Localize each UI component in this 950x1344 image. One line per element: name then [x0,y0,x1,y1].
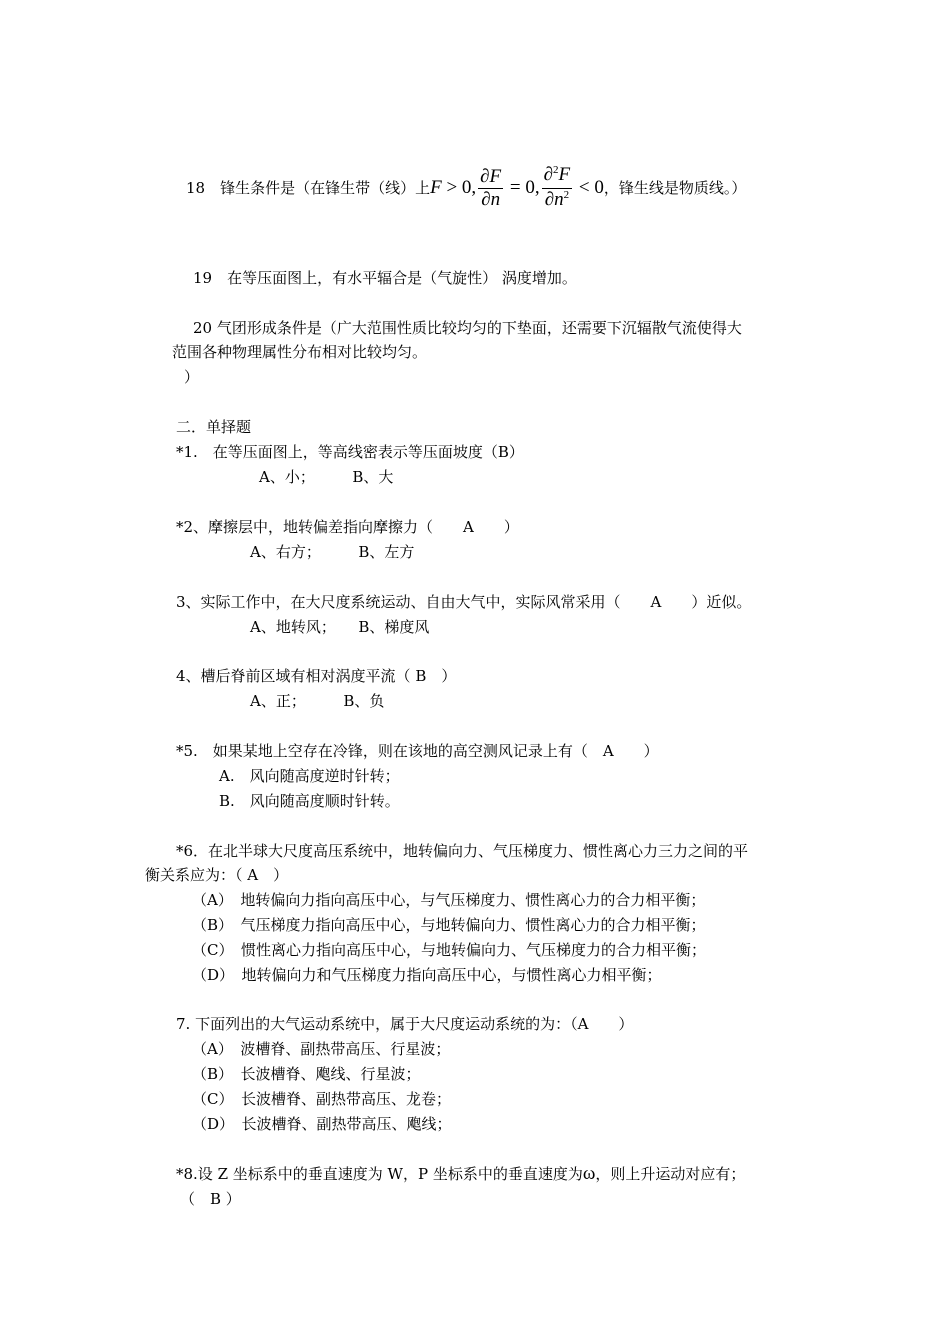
question-2-options: A、右方； B、左方 [250,543,415,561]
q18-line [186,164,746,213]
question-5: *5. 如果某地上空存在冷锋，则在该地的高空测风记录上有（ A ） [176,742,659,760]
q18-prefix: 18 锋生条件是（在锋生带（线）上 [186,178,431,197]
q18-frac-1: $\frac{\partial F}{\partial n}$ [480,166,502,210]
q20-line1: 20 气团形成条件是（广大范围性质比较均匀的下垫面，还需要下沉辐散气流使得大 [193,319,742,337]
q18-suffix: ，锋生线是物质线。） [603,178,747,197]
question-4: 4、槽后脊前区域有相对涡度平流（ B ） [176,667,457,685]
question-1: *1. 在等压面图上，等高线密表示等压面坡度（B） [176,443,524,461]
question-7-option-b: （B） 长波槽脊、飑线、行星波； [192,1065,421,1083]
q19-line: 19 在等压面图上，有水平辐合是（气旋性） 涡度增加。 [193,269,577,287]
omega-symbol: ω [582,1163,596,1184]
question-6-option-c: （C） 惯性离心力指向高压中心，与地转偏向力、气压梯度力的合力相平衡； [192,941,706,959]
question-7-option-a: （A） 波槽脊、副热带高压、行星波； [192,1040,451,1058]
question-6-line1: *6．在北半球大尺度高压系统中，地转偏向力、气压梯度力、惯性离心力三力之间的平 [176,842,749,860]
q18-formula: F > 0, $\frac{\partial F}{\partial n}$ = 0, $\frac{\partial^2F}{\partial n^2}$ < 0 [430,177,604,198]
question-4-options: A、正； B、负 [250,692,385,710]
q20-line2: 范围各种物理属性分布相对比较均匀。 [172,343,428,361]
question-2: *2、摩擦层中，地转偏差指向摩擦力（ A ） [176,518,519,536]
question-1-options: A、小； B、大 [259,468,394,486]
question-8-line2: （ B ） [180,1190,241,1208]
section-title: 二．单择题 [176,418,252,436]
question-6-option-d: （D） 地转偏向力和气压梯度力指向高压中心，与惯性离心力相平衡； [192,966,662,984]
question-8-line1: *8.设 Z 坐标系中的垂直速度为 W，P 坐标系中的垂直速度为ω，则上升运动对应有； [176,1163,746,1184]
q20-line3: ） [184,368,200,386]
question-5-option-a: A. 风向随高度逆时针转； [219,767,400,785]
question-6-line2: 衡关系应为：（ A ） [145,866,289,884]
q18-frac-2: $\frac{\partial^2F}{\partial n^2}$ [543,164,571,210]
question-7-line1: 7. 下面列出的大气运动系统中，属于大尺度运动系统的为：（A ） [176,1015,634,1033]
question-6-option-b: （B） 气压梯度力指向高压中心，与地转偏向力、惯性离心力的合力相平衡； [192,916,706,934]
question-7-option-d: （D） 长波槽脊、副热带高压、飑线； [192,1115,452,1133]
question-5-option-b: B. 风向随高度顺时针转。 [219,792,400,810]
question-7-option-c: （C） 长波槽脊、副热带高压、龙卷； [192,1090,451,1108]
question-6-option-a: （A） 地转偏向力指向高压中心，与气压梯度力、惯性离心力的合力相平衡； [192,891,706,909]
question-3: 3、实际工作中，在大尺度系统运动、自由大气中，实际风常采用（ A ）近似。 [176,593,752,611]
question-3-options: A、地转风； B、梯度风 [250,618,430,636]
